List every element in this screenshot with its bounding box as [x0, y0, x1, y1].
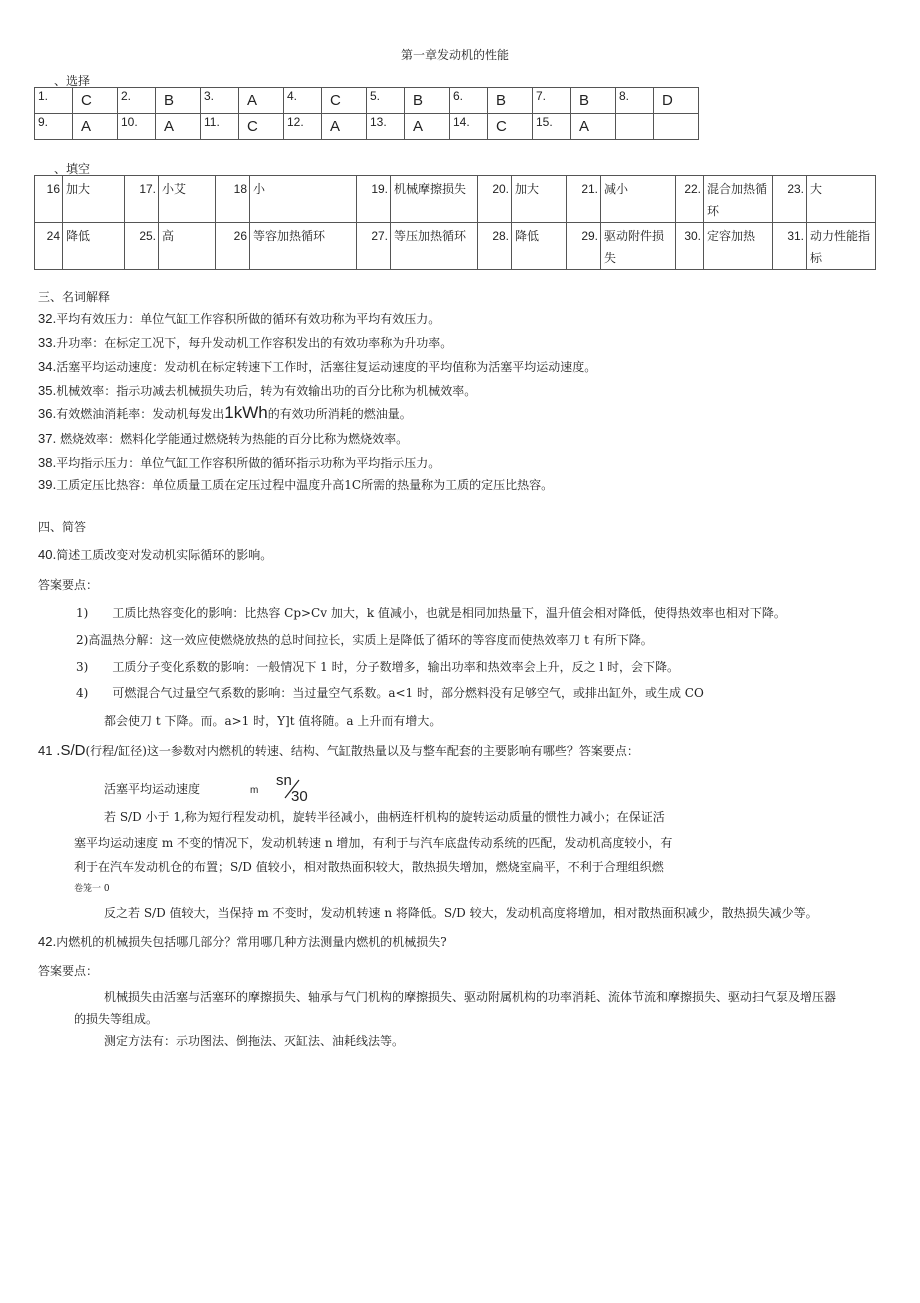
choice-answer-table	[34, 87, 699, 140]
term-number: 39	[38, 477, 53, 492]
question-number-cell: 14.	[450, 114, 488, 140]
term-unit: 1kWh	[224, 403, 268, 422]
answer-cell: 大	[807, 176, 876, 223]
question-number-cell: 27.	[357, 223, 391, 270]
answer-cell: 等压加热循环	[391, 223, 478, 270]
term-text: .平均有效压力：单位气缸工作容积所做的循环有效功称为平均有效压力。	[52, 312, 441, 326]
section-terms-heading: 三、名词解释	[38, 290, 111, 304]
answer-cell: 小艾	[159, 176, 216, 223]
question-number-cell: 5.	[367, 88, 405, 114]
answer-cell: A	[571, 114, 616, 140]
answer-cell: B	[405, 88, 450, 114]
question-number: 40	[38, 547, 53, 562]
question-number-cell: 10.	[118, 114, 156, 140]
answer-cell: 降低	[63, 223, 125, 270]
question-text: (行程/缸径)这一参数对内燃机的转速、结构、气缸散热量以及与整车配套的主要影响有哪些？答案要点：	[85, 744, 639, 758]
question-number-cell: 16	[35, 176, 63, 223]
question-number-cell: 13.	[367, 114, 405, 140]
term-number: 35	[38, 383, 53, 398]
paragraph-line: 测定方法有：示功图法、倒拖法、灭缸法、油耗线法等。	[104, 1034, 405, 1048]
answer-point-1: 1) 工质比热容变化的影响：比热容 Cp>Cv 加大，k 值减小，也就是相同加热量下，温升值会相对降低，使得热效率也相对下降。	[76, 606, 786, 620]
answer-cell: 驱动附件损失	[601, 223, 676, 270]
question-number-cell: 8.	[616, 88, 654, 114]
answer-cell: 高	[159, 223, 216, 270]
choice-row	[35, 114, 699, 140]
answer-cell: 混合加热循环	[704, 176, 773, 223]
term-number: 38	[38, 455, 53, 470]
paragraph-line: 塞平均运动速度 m 不变的情况下，发动机转速 n 增加，有利于与汽车底盘传动系统的匹配，发动机高度较小，有	[74, 836, 673, 850]
question-42	[38, 933, 447, 950]
question-number-cell: 29.	[567, 223, 601, 270]
question-number-cell: 21.	[567, 176, 601, 223]
question-number-cell: 11.	[201, 114, 239, 140]
term-number: 33	[38, 335, 53, 350]
paragraph-line: 若 S/D 小于 1,称为短行程发动机，旋转半径减小，曲柄连杆机构的旋转运动质量的惯性力减小；在保证活	[104, 810, 665, 824]
term-text: .机械效率：指示功减去机械损失功后，转为有效输出功的百分比称为机械效率。	[52, 384, 477, 398]
page-title: 第一章发动机的性能	[400, 48, 509, 62]
answer-cell: A	[322, 114, 367, 140]
term-item	[38, 382, 476, 399]
answer-cell: C	[488, 114, 533, 140]
term-number: 34	[38, 359, 53, 374]
paragraph-line: 反之若 S/D 值较大，当保持 m 不变时，发动机转速 n 将降低。S/D 较大，发动机高度将增加，相对散热面积减少，散热损失减少等。	[104, 906, 818, 920]
question-number-cell: 24	[35, 223, 63, 270]
formula-denominator: 30	[291, 788, 308, 805]
answer-cell: 机械摩擦损失	[391, 176, 478, 223]
term-text: .升功率：在标定工况下，每升发动机工作容积发出的有效功率称为升功率。	[52, 336, 453, 350]
question-number-cell: 26	[216, 223, 250, 270]
answer-cell: 定容加热	[704, 223, 773, 270]
question-number-cell: 20.	[478, 176, 512, 223]
paragraph-fragment: 卷笼一 0	[74, 884, 110, 894]
question-number-cell: 2.	[118, 88, 156, 114]
answer-cell: A	[239, 88, 284, 114]
choice-row	[35, 88, 699, 114]
question-number-cell: 1.	[35, 88, 73, 114]
formula-label: 活塞平均运动速度	[104, 782, 201, 796]
answer-cell: A	[405, 114, 450, 140]
term-text: .活塞平均运动速度：发动机在标定转速下工作时，活塞往复运动速度的平均值称为活塞平均运动速度。	[52, 360, 597, 374]
answer-point-2: 2)高温热分解：这一效应使燃烧放热的总时间拉长，实质上是降低了循环的等容度而使热效率刀 t 有所下降。	[76, 633, 653, 647]
question-number-cell: 22.	[676, 176, 704, 223]
term-number: 36	[38, 406, 53, 421]
term-item	[38, 334, 452, 351]
question-41	[38, 742, 639, 759]
answer-cell: B	[488, 88, 533, 114]
answer-cell: B	[571, 88, 616, 114]
term-item	[38, 310, 440, 327]
formula-symbol-m: m	[250, 785, 259, 796]
question-number-cell: 6.	[450, 88, 488, 114]
question-number-cell: 18	[216, 176, 250, 223]
term-text: .平均指示压力：单位气缸工作容积所做的循环指示功称为平均指示压力。	[52, 456, 441, 470]
question-40	[38, 546, 272, 563]
answer-cell: 小	[250, 176, 357, 223]
term-item	[38, 403, 412, 423]
question-number-cell: 28.	[478, 223, 512, 270]
question-number-cell: 12.	[284, 114, 322, 140]
answer-point-3: 3) 工质分子变化系数的影响：一般情况下 1 时，分子数增多，输出功率和热效率会上升，反之 l 时，会下降。	[76, 660, 680, 674]
fill-row	[35, 223, 876, 270]
answer-cell: 加大	[63, 176, 125, 223]
term-text: 的有效功所消耗的燃油量。	[267, 407, 412, 421]
question-number-cell: 3.	[201, 88, 239, 114]
term-text: . 燃烧效率：燃料化学能通过燃烧转为热能的百分比称为燃烧效率。	[52, 432, 409, 446]
answer-cell	[654, 114, 699, 140]
question-number-cell: 25.	[125, 223, 159, 270]
answer-cell: C	[239, 114, 284, 140]
question-number: 41	[38, 743, 53, 758]
term-item	[38, 358, 596, 375]
formula-numerator: sn	[276, 772, 292, 789]
section-short-heading: 四、简答	[38, 520, 87, 534]
answer-point-4: 4) 可燃混合气过量空气系数的影响：当过量空气系数。a<1 时，部分燃料没有足够空气，或排出缸外，或生成 CO	[76, 686, 704, 700]
answer-cell: A	[156, 114, 201, 140]
answer-cell: 降低	[512, 223, 567, 270]
term-item	[38, 454, 440, 471]
answer-point-4-cont: 都会使刀 t 下降。而。a>1 时，Y]t 值将随。a 上升而有增大。	[104, 714, 442, 728]
question-text: .内燃机的机械损失包括哪几部分？常用哪几种方法测量内燃机的机械损失?	[52, 935, 447, 949]
answer-label: 答案要点：	[38, 964, 99, 978]
term-number: 32	[38, 311, 53, 326]
answer-cell: 等容加热循环	[250, 223, 357, 270]
answer-cell: B	[156, 88, 201, 114]
fill-row	[35, 176, 876, 223]
answer-cell: 减小	[601, 176, 676, 223]
question-number-cell: 4.	[284, 88, 322, 114]
question-number-cell: 23.	[773, 176, 807, 223]
paragraph-line: 的损失等组成。	[74, 1012, 159, 1026]
answer-cell: C	[322, 88, 367, 114]
term-number: 37	[38, 431, 53, 446]
question-number-cell: 17.	[125, 176, 159, 223]
question-ratio: .S/D	[56, 742, 86, 759]
question-number-cell: 30.	[676, 223, 704, 270]
question-number-cell: 19.	[357, 176, 391, 223]
paragraph-line: 利于在汽车发动机仓的布置；S/D 值较小，相对散热面积较大，散热损失增加，燃烧室扁平，不利于合理组织燃	[74, 860, 664, 874]
term-text: .有效燃油消耗率：发动机每发出	[52, 407, 225, 421]
answer-cell: D	[654, 88, 699, 114]
question-number: 42	[38, 934, 53, 949]
term-text: .工质定压比热容：单位质量工质在定压过程中温度升高1C所需的热量称为工质的定压比热容。	[52, 478, 554, 492]
question-number-cell	[616, 114, 654, 140]
answer-cell: C	[73, 88, 118, 114]
answer-cell: A	[73, 114, 118, 140]
question-number-cell: 7.	[533, 88, 571, 114]
term-item	[38, 430, 408, 447]
answer-label: 答案要点：	[38, 578, 99, 592]
term-item	[38, 476, 553, 493]
section-choice-heading: 、选择	[54, 74, 91, 88]
answer-cell: 加大	[512, 176, 567, 223]
question-number-cell: 9.	[35, 114, 73, 140]
paragraph-line: 机械损失由活塞与活塞环的摩擦损失、轴承与气门机构的摩擦损失、驱动附属机构的功率消耗、流体节流和摩擦损失、驱动扫气泵及增压器	[104, 990, 837, 1004]
section-fill-heading: 、填空	[54, 162, 91, 176]
question-text: .简述工质改变对发动机实际循环的影响。	[52, 548, 273, 562]
question-number-cell: 31.	[773, 223, 807, 270]
answer-cell: 动力性能指标	[807, 223, 876, 270]
fill-answer-table	[34, 175, 876, 270]
question-number-cell: 15.	[533, 114, 571, 140]
